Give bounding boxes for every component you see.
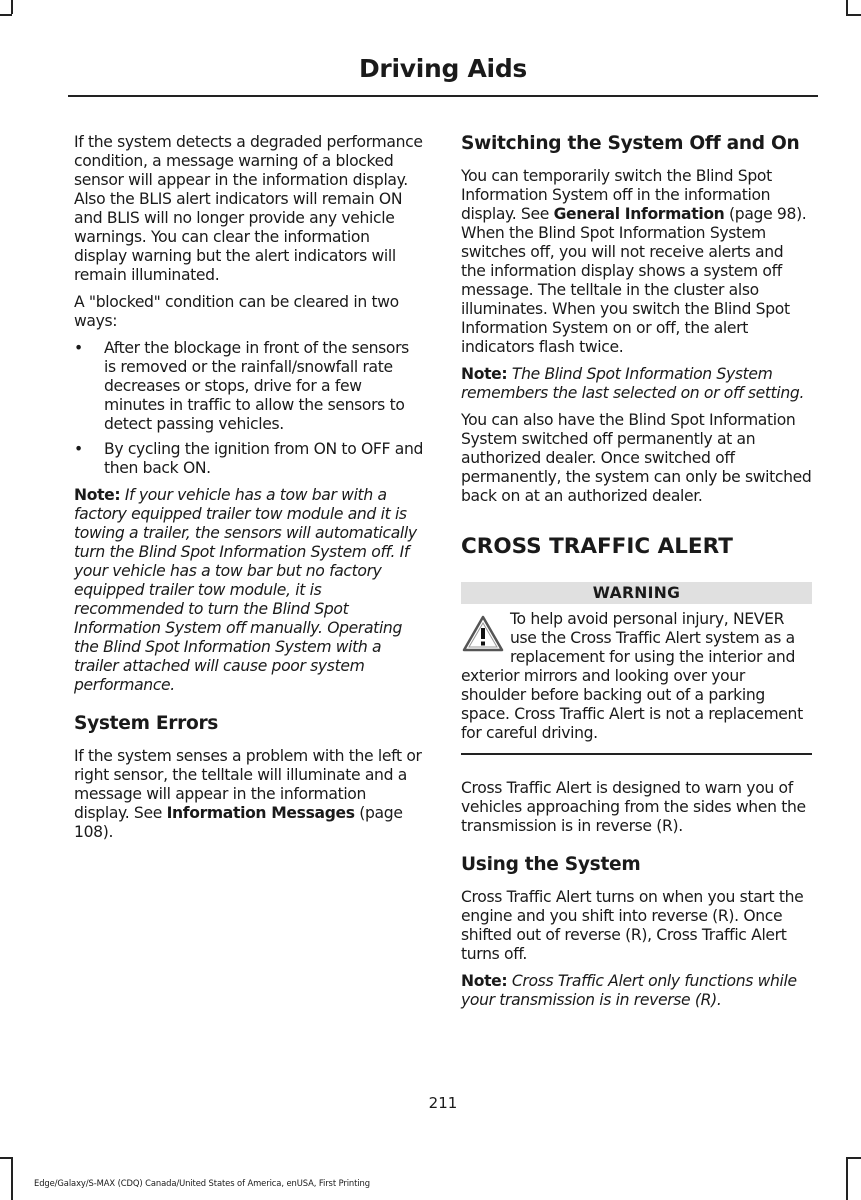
note-text: The Blind Spot Information System remembers the last selected on or off setting. [461,365,805,402]
crop-mark [0,14,12,16]
list-item: • After the blockage in front of the sensors is removed or the rainfall/snowfall rate decreases or stops, drive for a few minutes in traffic to allow the sensors to detect passing vehicles. [74,339,409,433]
list-item: • By cycling the ignition from ON to OFF and then back ON. [74,440,424,477]
cta-description-paragraph: Cross Traffic Alert is designed to warn you of vehicles approaching from the sides when the transmission is in reverse (R). [461,778,806,835]
permanent-off-paragraph: You can also have the Blind Spot Information System switched off permanently at an authorized dealer. Once switched off permanently, the system can only be switched back on at an authorized dealer. [461,411,812,505]
note-label: Note: [74,486,121,504]
bullet-icon: • [74,440,83,458]
crop-mark [846,14,861,16]
crop-mark [846,1157,861,1159]
switching-heading: Switching the System Off and On [461,133,800,154]
system-errors-paragraph: If the system senses a problem with the left or right sensor, the telltale will illuminate and a message will appear in the information display. See Information Messages (page 108). [74,747,422,841]
clear-methods-list [74,339,425,478]
system-errors-heading: System Errors [74,713,219,734]
warning-triangle-icon [461,614,505,654]
note-label: Note: [461,365,508,383]
blocked-condition-paragraph: A "blocked" condition can be cleared in two ways: [74,293,399,330]
blocked-sensor-paragraph: If the system detects a degraded performance condition, a message warning of a blocked sensor will appear in the information display. Also the BLIS alert indicators will remain ON and BLIS will no longer provide any vehicle warnings. You can clear the information display warning but the alert indicators will remain illuminated. [74,133,423,284]
note-text: If your vehicle has a tow bar with a factory equipped trailer tow module and it is towing a trailer, the sensors will automatically turn the Blind Spot Information System off. If your vehicle has a tow bar but no factory equipped trailer tow module, it is recommended to turn the Blind Spot Information System off manually. Operating the Blind Spot Information System with a trailer attached will cause poor system performance. [74,486,417,694]
information-messages-link[interactable]: Information Messages [166,804,355,822]
using-system-heading: Using the System [461,853,641,875]
tow-bar-note [74,486,425,695]
bullet-icon: • [74,339,83,357]
note-label: Note: [461,971,508,990]
reverse-only-note [461,972,812,1010]
warning-rule [461,753,812,755]
note-text: Cross Traffic Alert only functions while your transmission is in reverse (R). [461,971,797,1009]
crop-mark [846,1157,848,1200]
right-column [461,133,812,1018]
warning-body [461,610,812,743]
crop-mark [846,0,848,14]
cross-traffic-alert-title: CROSS TRAFFIC ALERT [461,534,733,559]
warning-header: WARNING [461,582,812,604]
page-number: 211 [428,1094,458,1112]
printing-footer: Edge/Galaxy/S-MAX (CDQ) Canada/United States of America, enUSA, First Printing [34,1178,370,1188]
general-information-link[interactable]: General Information [553,205,725,223]
switching-paragraph: You can temporarily switch the Blind Spot Information System off in the information display. See General Information (page 98). When the Blind Spot Information System switches off, you will not receive alerts and the information display shows a system off message. The telltale in the cluster also illuminates. When you switch the Blind Spot Information System on or off, the alert indicators flash twice. [461,167,807,356]
warning-text: To help avoid personal injury, NEVER use the Cross Traffic Alert system as a replacement for using the interior and exterior mirrors and looking over your shoulder before backing out of a parking space. Cross Traffic Alert is not a replacement for careful driving. [461,610,803,742]
crop-mark [11,0,13,14]
remember-setting-note [461,365,812,403]
page-title: Driving Aids [358,54,527,83]
crop-mark [0,1157,12,1159]
left-column [74,133,425,850]
crop-mark [11,1157,13,1200]
using-system-paragraph: Cross Traffic Alert turns on when you start the engine and you shift into reverse (R). Once shifted out of reverse (R), Cross Traffic Alert turns off. [461,887,804,963]
title-rule [68,95,818,97]
